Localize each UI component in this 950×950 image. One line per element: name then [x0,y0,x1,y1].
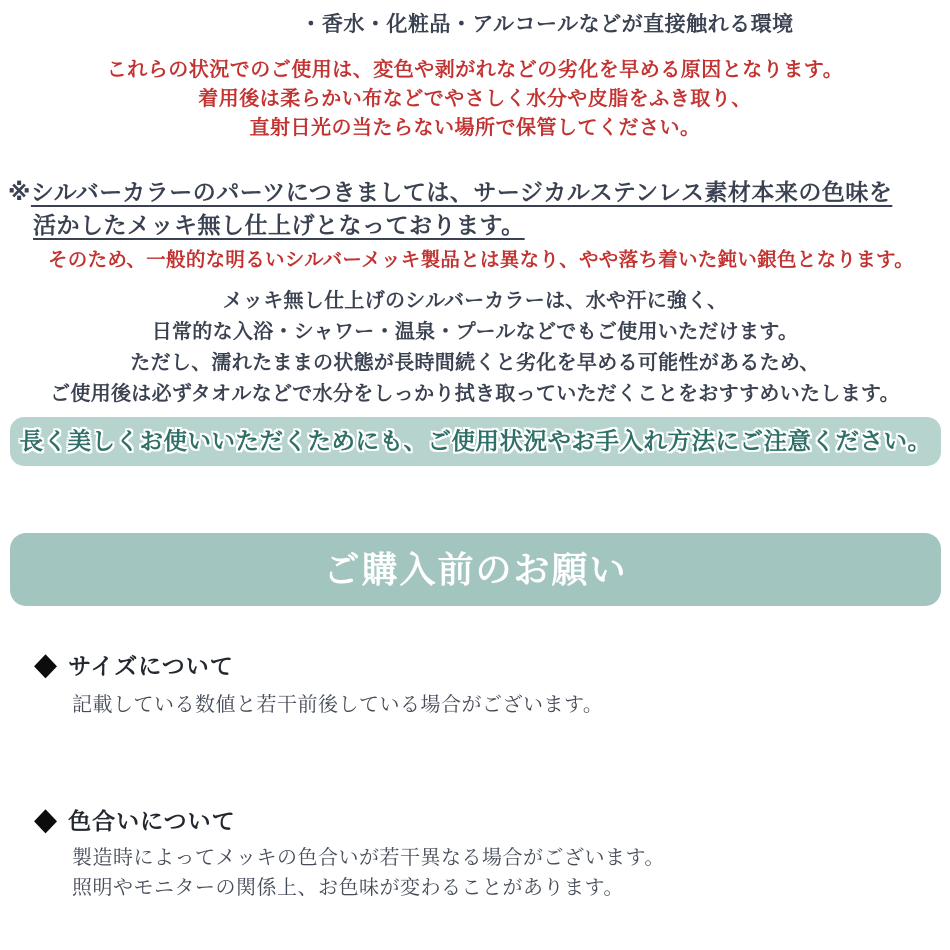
silver-note-text-2: 活かしたメッキ無し仕上げとなっております。 [33,212,525,238]
note-asterisk-mark: ※ [8,179,31,205]
care-line-3: ただし、濡れたままの状態が長時間続くと劣化を早める可能性があるため、 [130,352,820,374]
environment-bullet-item: ・香水・化粧品・アルコールなどが直接触れる環境 [300,13,794,36]
color-body-line-1: 製造時によってメッキの色合いが若干異なる場合がございます。 [72,847,665,869]
silver-parts-note [8,176,943,242]
size-section-title: サイズについて [68,653,234,679]
warning-line-2: 着用後は柔らかい布などでやさしく水分や皮脂をふき取り、 [198,88,752,110]
size-section-body [72,690,603,720]
care-notice-banner: 長く美しくお使いいただくためにも、ご使用状況やお手入れ方法にご注意ください。 [10,417,941,466]
care-line-4: ご使用後は必ずタオルなどで水分をしっかり拭き取っていただくことをおすすめいたします。 [50,383,900,405]
warning-line-1: これらの状況でのご使用は、変色や剥がれなどの劣化を早める原因となります。 [106,59,844,81]
silver-note-line-2 [8,209,943,242]
size-body-line-1: 記載している数値と若干前後している場合がございます。 [72,694,604,716]
size-section-heading [34,648,234,681]
care-line-1: メッキ無し仕上げのシルバーカラーは、水や汗に強く、 [222,290,728,312]
color-body-line-2: 照明やモニターの関係上、お色味が変わることがあります。 [72,877,624,899]
silver-color-explanation: そのため、一般的な明るいシルバーメッキ製品とは異なり、やや落ち着いた鈍い銀色となります。 [48,249,915,271]
color-section-heading [34,803,236,836]
care-instructions-block [0,286,950,410]
warning-line-3: 直射日光の当たらない場所で保管してください。 [249,117,701,139]
color-section-body [72,843,665,903]
silver-note-line-1 [8,176,943,209]
care-line-2: 日常的な入浴・シャワー・温泉・プールなどでもご使用いただけます。 [151,321,799,343]
diamond-bullet-icon: ◆ [34,801,59,837]
diamond-bullet-icon: ◆ [34,646,59,682]
silver-note-text-1: シルバーカラーのパーツにつきましては、サージカルステンレス素材本来の色味を [30,179,893,205]
color-section-title: 色合いについて [68,808,236,834]
pre-purchase-section-header: ご購入前のお願い [10,533,941,606]
usage-warning-block [0,56,950,143]
